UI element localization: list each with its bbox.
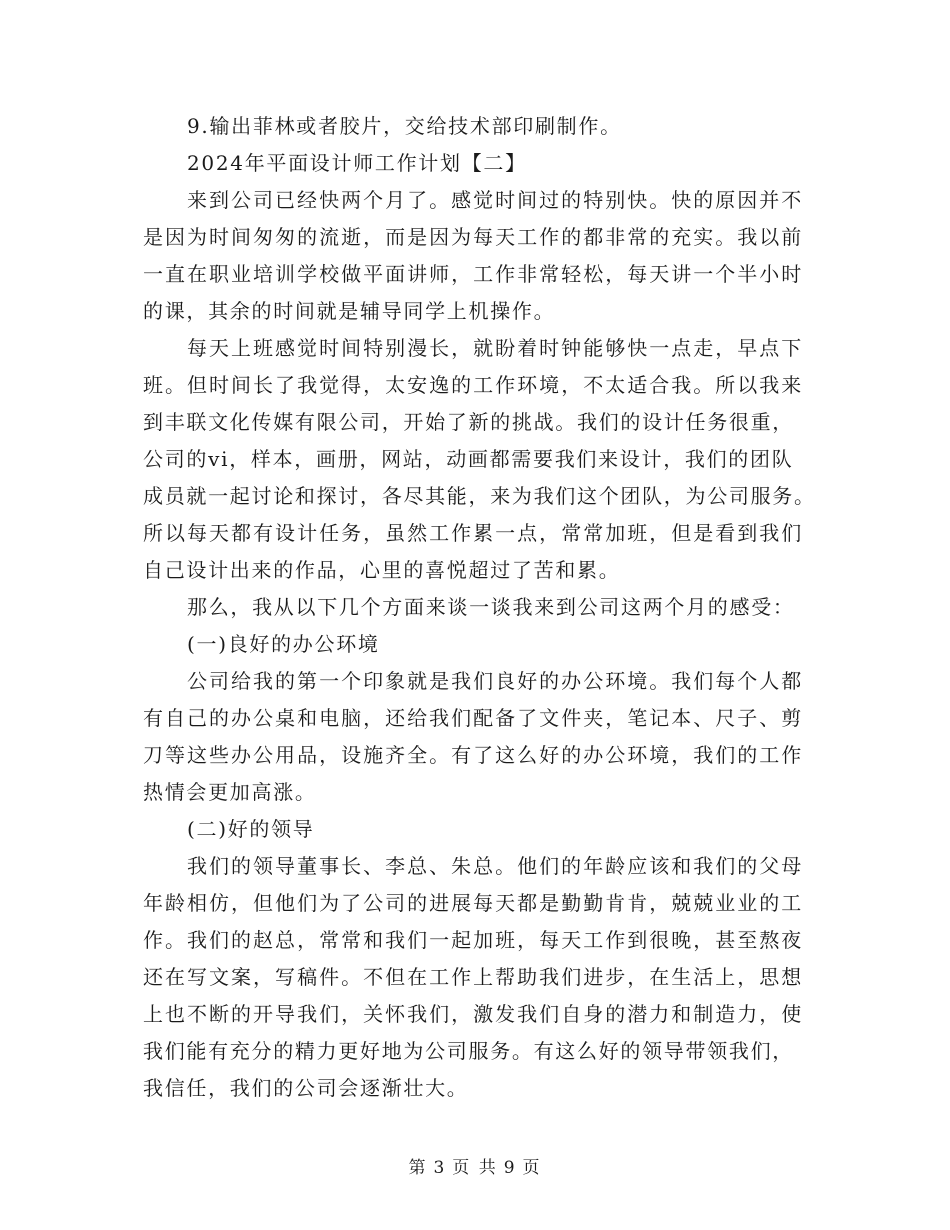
total-pages: 9 xyxy=(503,1158,517,1178)
footer-suffix: 页 xyxy=(522,1158,542,1178)
paragraph-line: 我们的领导董事长、李总、朱总。他们的年龄应该和我们的父母 xyxy=(187,854,803,878)
paragraph-line: 公司的vi，样本，画册，网站，动画都需要我们来设计，我们的团队 xyxy=(143,447,794,471)
paragraph-line: 每天上班感觉时间特别漫长，就盼着时钟能够快一点走，早点下 xyxy=(187,336,803,360)
footer-middle: 页 共 xyxy=(452,1158,498,1178)
page-number: 3 xyxy=(433,1158,447,1178)
paragraph-line: 有自己的办公桌和电脑，还给我们配备了文件夹，笔记本、尺子、剪 xyxy=(143,706,803,730)
paragraph-line: 是因为时间匆匆的流逝，而是因为每天工作的都非常的充实。我以前 xyxy=(143,225,803,249)
footer-prefix: 第 xyxy=(408,1158,428,1178)
page-footer xyxy=(0,1153,950,1178)
paragraph-line: 我信任，我们的公司会逐渐壮大。 xyxy=(143,1076,469,1100)
paragraph-line: 那么，我从以下几个方面来谈一谈我来到公司这两个月的感受： xyxy=(187,595,795,619)
paragraph-line: 一直在职业培训学校做平面讲师，工作非常轻松，每天讲一个半小时 xyxy=(143,262,803,286)
paragraph-line: 作。我们的赵总，常常和我们一起加班，每天工作到很晚，甚至熬夜 xyxy=(143,928,803,952)
section-heading: 2024年平面设计师工作计划【二】 xyxy=(187,151,527,175)
paragraph-line: 自己设计出来的作品，心里的喜悦超过了苦和累。 xyxy=(143,558,621,582)
subsection-heading: (一)良好的办公环境 xyxy=(187,632,380,656)
paragraph-line: 刀等这些办公用品，设施齐全。有了这么好的办公环境，我们的工作 xyxy=(143,743,803,767)
paragraph-line: 班。但时间长了我觉得，太安逸的工作环境，不太适合我。所以我来 xyxy=(143,373,803,397)
paragraph-line: 我们能有充分的精力更好地为公司服务。有这么好的领导带领我们， xyxy=(143,1039,794,1063)
paragraph-line: 来到公司已经快两个月了。感觉时间过的特别快。快的原因并不 xyxy=(187,188,803,212)
paragraph-line: 所以每天都有设计任务，虽然工作累一点，常常加班，但是看到我们 xyxy=(143,521,803,545)
paragraph-line: 上也不断的开导我们，关怀我们，激发我们自身的潜力和制造力，使 xyxy=(143,1002,803,1026)
paragraph-line: 到丰联文化传媒有限公司，开始了新的挑战。我们的设计任务很重， xyxy=(143,410,794,434)
paragraph-line: 公司给我的第一个印象就是我们良好的办公环境。我们每个人都 xyxy=(187,669,803,693)
paragraph-line: 热情会更加高涨。 xyxy=(143,780,317,804)
paragraph-line: 年龄相仿，但他们为了公司的进展每天都是勤勤肯肯，兢兢业业的工 xyxy=(143,891,803,915)
paragraph-line: 成员就一起讨论和探讨，各尽其能，来为我们这个团队，为公司服务。 xyxy=(143,484,816,508)
list-item-step-9: 9.输出菲林或者胶片，交给技术部印刷制作。 xyxy=(187,114,622,138)
document-body xyxy=(143,108,816,1107)
paragraph-line: 还在写文案，写稿件。不但在工作上帮助我们进步，在生活上，思想 xyxy=(143,965,803,989)
paragraph-line: 的课，其余的时间就是辅导同学上机操作。 xyxy=(143,299,556,323)
subsection-heading: (二)好的领导 xyxy=(187,817,315,841)
